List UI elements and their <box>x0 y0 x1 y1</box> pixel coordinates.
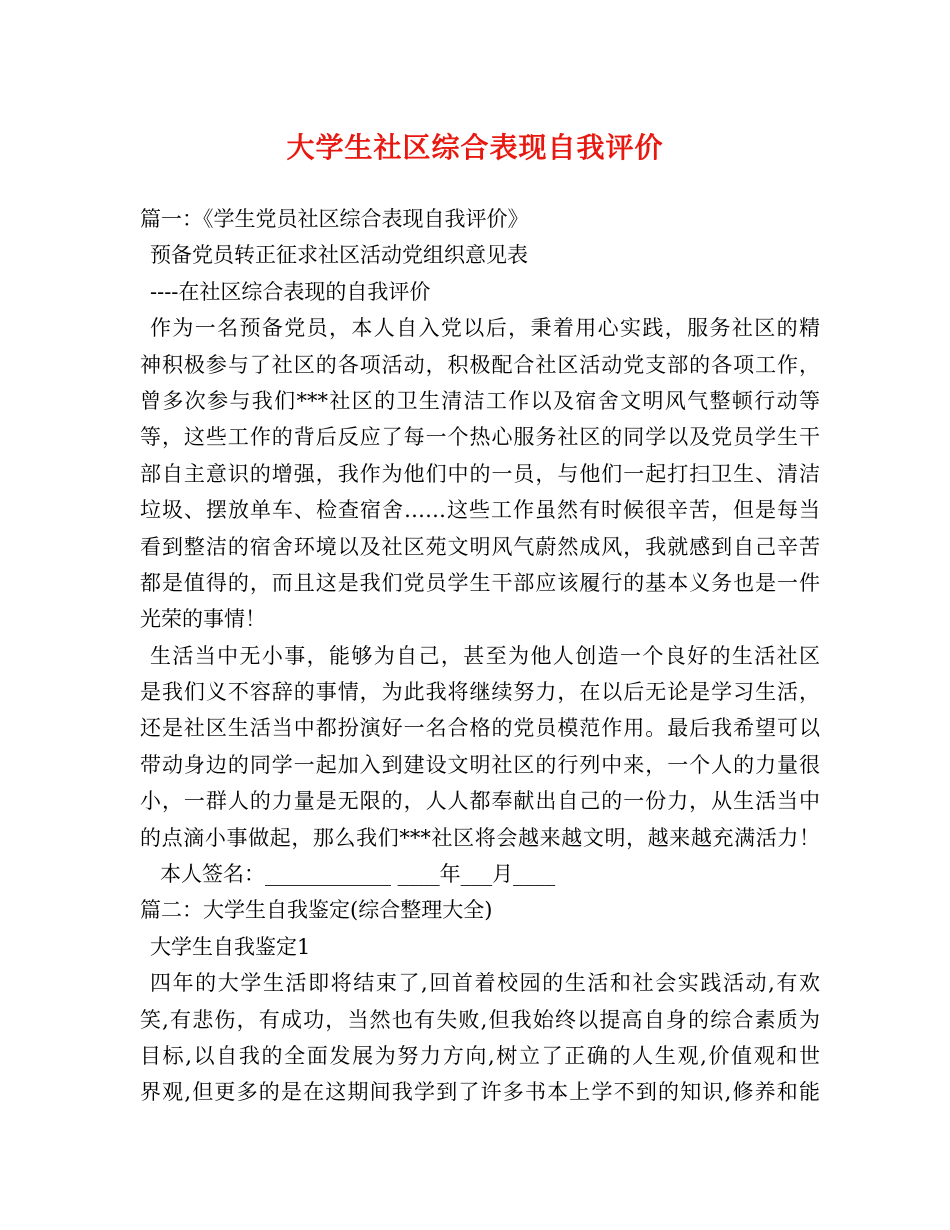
text-line: 曾多次参与我们***社区的卫生清洁工作以及宿舍文明风气整顿行动等 <box>140 388 820 413</box>
text-line: 作为一名预备党员，本人自入党以后，秉着用心实践，服务社区的精 <box>150 316 820 341</box>
text-line: 等，这些工作的背后反应了每一个热心服务社区的同学以及党员学生干 <box>140 425 820 450</box>
text-line: 生活当中无小事，能够为自己，甚至为他人创造一个良好的生活社区 <box>150 643 820 668</box>
text-line: 看到整洁的宿舍环境以及社区苑文明风气蔚然成风，我就感到自己辛苦 <box>140 534 820 559</box>
text-line: 本人签名：____________ ____年___月____ <box>160 862 556 887</box>
text-line: 都是值得的，而且这是我们党员学生干部应该履行的基本义务也是一件 <box>140 570 820 595</box>
text-line: 光荣的事情！ <box>140 607 266 632</box>
text-line: 是我们义不容辞的事情，为此我将继续努力，在以后无论是学习生活， <box>140 680 820 705</box>
text-line: 篇二：大学生自我鉴定(综合整理大全) <box>140 898 493 923</box>
text-line: 垃圾、摆放单车、检查宿舍……这些工作虽然有时候很辛苦，但是每当 <box>140 498 820 523</box>
document-title: 大学生社区综合表现自我评价 <box>286 131 664 164</box>
text-line: 神积极参与了社区的各项活动，积极配合社区活动党支部的各项工作， <box>140 352 820 377</box>
text-line: 四年的大学生活即将结束了,回首着校园的生活和社会实践活动,有欢 <box>150 971 820 996</box>
text-line: 大学生自我鉴定1 <box>150 934 311 959</box>
text-line: 部自主意识的增强，我作为他们中的一员，与他们一起打扫卫生、清洁 <box>140 461 820 486</box>
text-line: 目标,以自我的全面发展为努力方向,树立了正确的人生观,价值观和世 <box>140 1043 820 1068</box>
text-line: 预备党员转正征求社区活动党组织意见表 <box>150 243 528 268</box>
text-line: 篇一：《学生党员社区综合表现自我评价》 <box>140 207 529 231</box>
text-line: ----在社区综合表现的自我评价 <box>150 279 431 304</box>
text-line: 小，一群人的力量是无限的，人人都奉献出自己的一份力，从生活当中 <box>140 789 820 814</box>
text-line: 还是社区生活当中都扮演好一名合格的党员模范作用。最后我希望可以 <box>140 716 820 741</box>
document-body <box>140 201 820 1111</box>
text-line: 的点滴小事做起，那么我们***社区将会越来越文明，越来越充满活力！ <box>140 825 820 850</box>
text-line: 笑,有悲伤，有成功，当然也有失败,但我始终以提高自身的综合素质为 <box>140 1007 820 1032</box>
text-line: 界观,但更多的是在这期间我学到了许多书本上学不到的知识,修养和能 <box>140 1080 820 1105</box>
text-line: 带动身边的同学一起加入到建设文明社区的行列中来，一个人的力量很 <box>140 752 820 777</box>
